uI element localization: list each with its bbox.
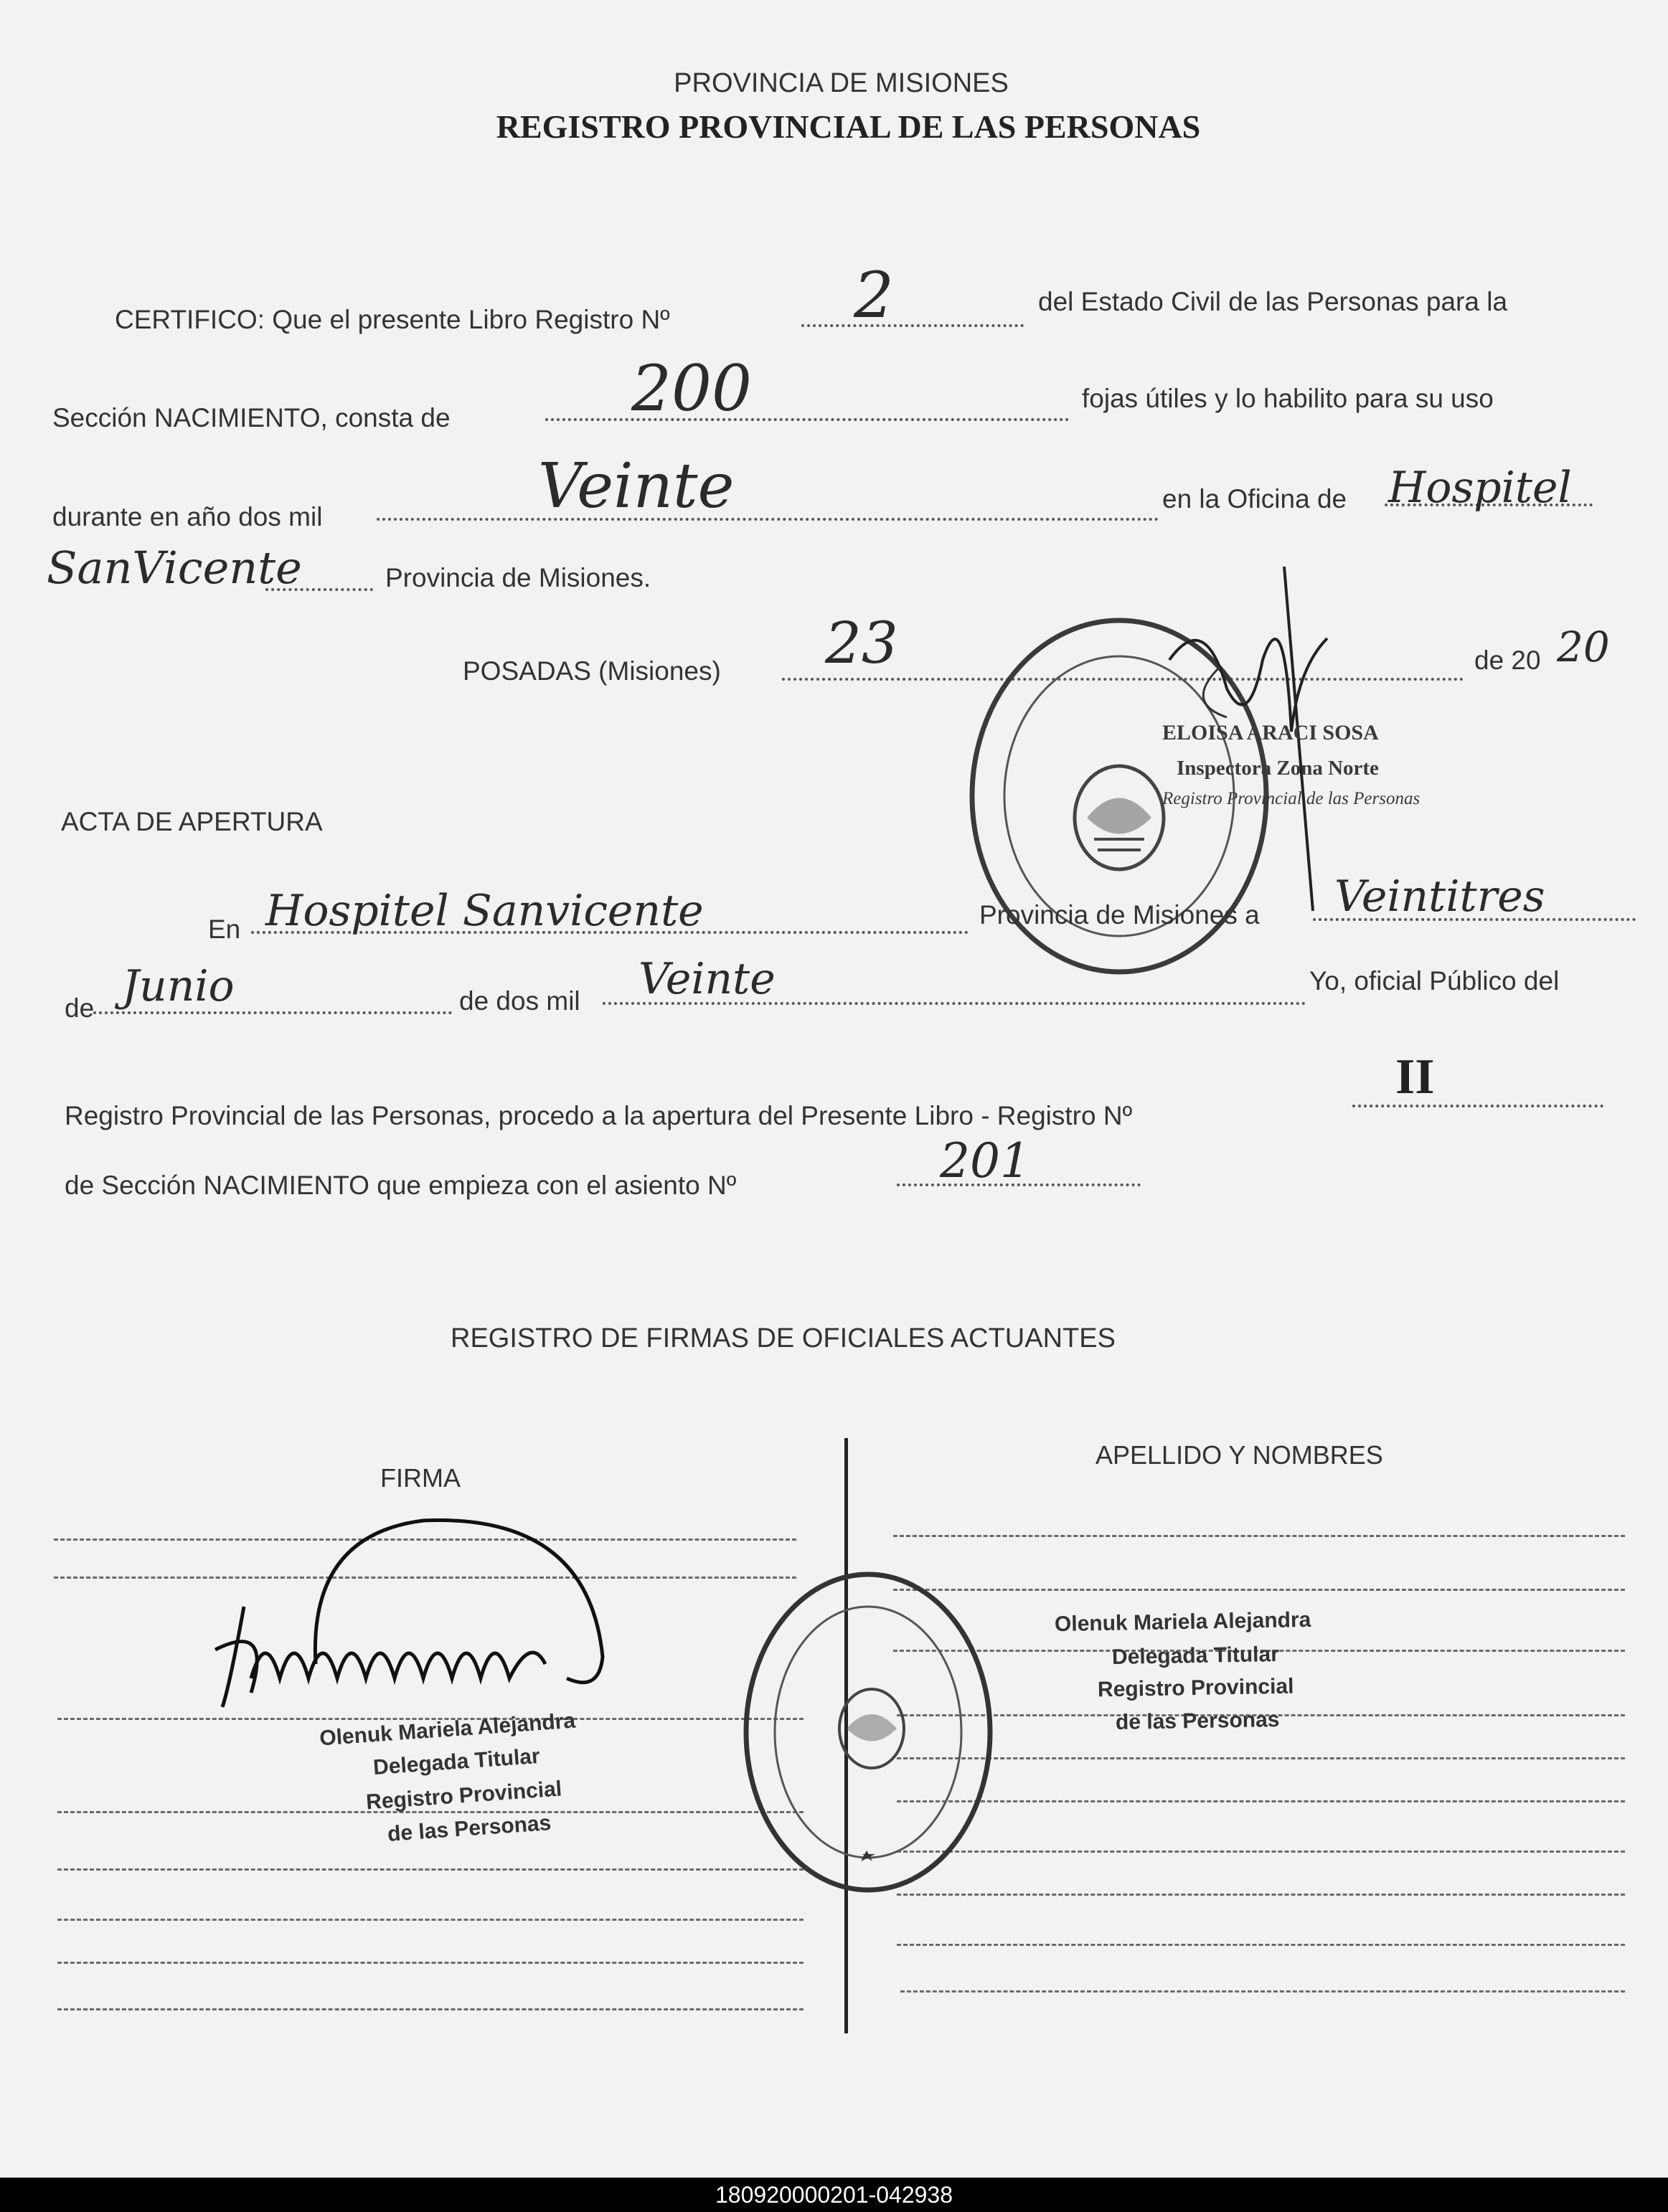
opening-line1-mid: Provincia de Misiones a xyxy=(979,900,1260,930)
opening-line2-prefix: de xyxy=(65,993,95,1023)
opening-line2-suffix: Yo, oficial Público del xyxy=(1309,966,1560,996)
cert-line2-prefix: Sección NACIMIENTO, consta de xyxy=(52,403,451,433)
inspector-entity: Registro Provincial de las Personas xyxy=(1162,789,1420,808)
year-suffix: 20 xyxy=(1557,623,1610,671)
opening-day-words: Veintitres xyxy=(1334,871,1545,922)
opening-line2-mid: de dos mil xyxy=(459,986,580,1016)
signatures-title: REGISTRO DE FIRMAS DE OFICIALES ACTUANTES xyxy=(451,1323,1116,1353)
names-column-header: APELLIDO Y NOMBRES xyxy=(1095,1440,1383,1470)
opening-year-words: Veinte xyxy=(639,954,776,1004)
day-number: 23 xyxy=(825,610,898,676)
opening-line3: Registro Provincial de las Personas, procedo a la apertura del Presente Libro - Registro Nº xyxy=(65,1101,1133,1130)
place-date: POSADAS (Misiones) xyxy=(463,656,721,686)
delegate-signature-scribble xyxy=(187,1506,631,1721)
cert-line1-prefix: CERTIFICO: Que el presente Libro Registro Nº xyxy=(115,305,670,334)
pages-count: 200 xyxy=(631,351,752,425)
delegate-name-left: Olenuk Mariela Alejandra xyxy=(319,1708,577,1751)
registry-heading: REGISTRO PROVINCIAL DE LAS PERSONAS xyxy=(496,108,1201,145)
office-name-part1: Hospitel xyxy=(1388,463,1572,513)
opening-book-roman: II xyxy=(1395,1049,1435,1105)
document-code-footer: 180920000201-042938 xyxy=(0,2178,1668,2212)
delegate-entity1-left: Registro Provincial xyxy=(365,1777,563,1815)
inspector-role: Inspectora Zona Norte xyxy=(1177,757,1379,780)
opening-title: ACTA DE APERTURA xyxy=(61,807,323,836)
province-heading: PROVINCIA DE MISIONES xyxy=(674,68,1009,98)
year-words: Veinte xyxy=(538,450,735,522)
cert-line4-suffix: Provincia de Misiones. xyxy=(385,563,651,592)
delegate-entity2-left: de las Personas xyxy=(387,1811,552,1846)
opening-entry-start: 201 xyxy=(940,1133,1030,1188)
delegate-entity1-right: Registro Provincial xyxy=(1097,1674,1294,1702)
delegate-name-right: Olenuk Mariela Alejandra xyxy=(1054,1607,1311,1637)
delegate-role-left: Delegada Titular xyxy=(372,1744,541,1780)
cert-line1-suffix: del Estado Civil de las Personas para la xyxy=(1038,287,1508,316)
cert-line3-prefix: durante en año dos mil xyxy=(52,502,323,531)
year-prefix: de 20 xyxy=(1474,646,1541,675)
office-name-part2: SanVicente xyxy=(47,542,302,594)
inspector-name: ELOISA ARACI SOSA xyxy=(1162,721,1379,745)
firma-column-header: FIRMA xyxy=(380,1463,461,1493)
opening-place: Hospitel Sanvicente xyxy=(265,886,704,936)
delegate-entity2-right: de las Personas xyxy=(1115,1708,1280,1734)
book-number: 2 xyxy=(854,258,894,332)
opening-month: Junio xyxy=(122,961,235,1011)
opening-line4: de Sección NACIMIENTO que empieza con el asiento Nº xyxy=(65,1171,737,1200)
delegate-role-right: Delegada Titular xyxy=(1111,1642,1280,1670)
opening-line1-prefix: En xyxy=(208,914,241,944)
cert-line2-suffix: fojas útiles y lo habilito para su uso xyxy=(1082,384,1494,413)
cert-line3-suffix: en la Oficina de xyxy=(1162,484,1347,514)
hospital-round-stamp xyxy=(739,1567,997,1897)
